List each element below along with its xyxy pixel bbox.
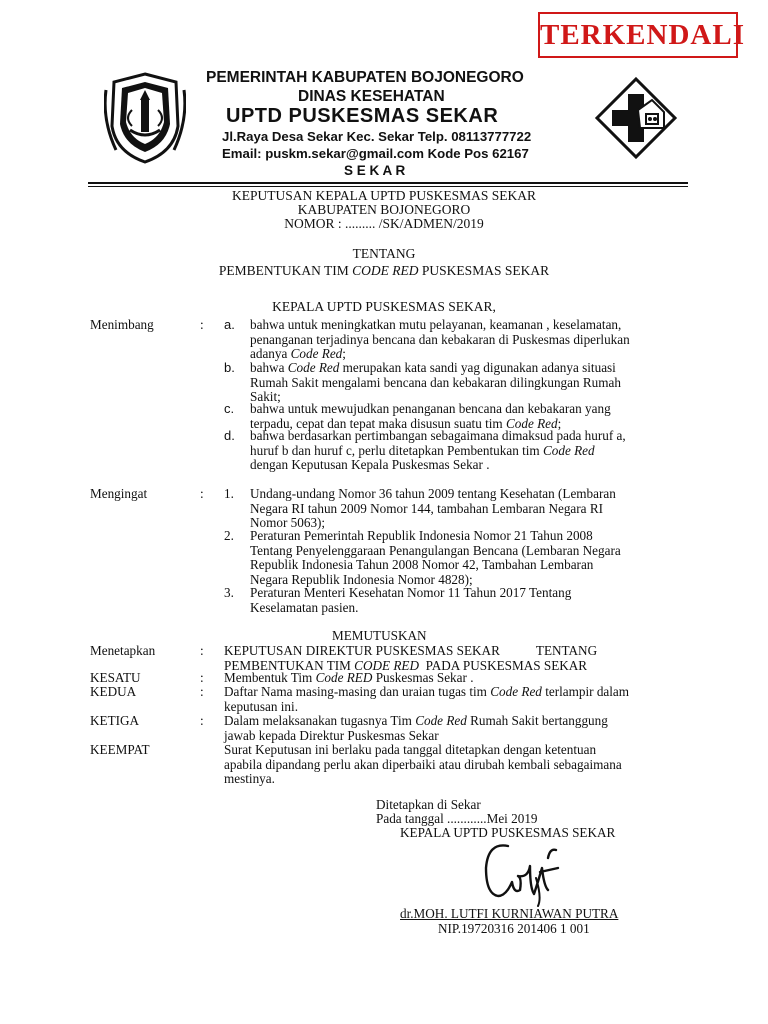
menimbang-marker-a: a. — [224, 317, 235, 332]
kesatu-label: KESATU — [90, 670, 141, 685]
mengingat-label: Mengingat — [90, 486, 148, 501]
menimbang-marker-c: c. — [224, 401, 235, 416]
signature-place: Ditetapkan di Sekar — [376, 797, 481, 812]
mengingat-item-1: Undang-undang Nomor 36 tahun 2009 tentang Kesehatan (Lembaran Negara RI tahun 2009 Nomor 144, tambahan Lembaran Negara RI Nomor 5063); — [250, 486, 616, 530]
ketiga-text: Dalam melaksanakan tugasnya Tim Code Red Rumah Sakit bertanggung jawab kepada Direktur Puskesmas Sekar — [224, 713, 608, 743]
tentang-heading: TENTANG — [352, 246, 416, 261]
ketiga-label: KETIGA — [90, 713, 140, 728]
letterhead-address: Jl.Raya Desa Sekar Kec. Sekar Telp. 08113777722 — [222, 129, 532, 144]
menetapkan-text: KEPUTUSAN DIREKTUR PUSKESMAS SEKAR TENTANG PEMBENTUKAN TIM CODE RED PADA PUSKESMAS SEKAR — [224, 643, 598, 673]
header-divider-thick — [88, 182, 688, 184]
mengingat-marker-3: 3. — [224, 585, 234, 600]
decree-number: NOMOR : ......... /SK/ADMEN/2019 — [284, 216, 484, 231]
menetapkan-colon: : — [200, 643, 204, 658]
keempat-label: KEEMPAT — [90, 742, 150, 757]
menimbang-item-a: bahwa untuk meningkatkan mutu pelayanan, keamanan , keselamatan, penanganan terjadinya bencana dan kebakaran di Puskesmas diperlukan adanya Code Red; — [250, 317, 630, 361]
mengingat-marker-1: 1. — [224, 486, 234, 501]
letterhead-city: S E K A R — [344, 163, 406, 178]
ketiga-colon: : — [200, 713, 204, 728]
menimbang-label: Menimbang — [90, 317, 154, 332]
memutuskan-heading: MEMUTUSKAN — [332, 628, 427, 643]
handwritten-signature — [478, 838, 578, 908]
mengingat-item-3: Peraturan Menteri Kesehatan Nomor 11 Tahun 2017 Tentang Keselamatan pasien. — [250, 585, 572, 615]
mengingat-marker-2: 2. — [224, 528, 234, 543]
mengingat-colon: : — [200, 486, 204, 501]
signatory-name: dr.MOH. LUTFI KURNIAWAN PUTRA — [400, 906, 619, 921]
letterhead-department: DINAS KESEHATAN — [298, 88, 445, 105]
status-stamp — [538, 12, 745, 58]
menimbang-item-b: bahwa Code Red merupakan kata sandi yag digunakan adanya situasi Rumah Sakit mengalami bencana dan kebakaran dilingkungan Rumah Sakit; — [250, 360, 621, 404]
menimbang-marker-d: d. — [224, 428, 235, 443]
menetapkan-label: Menetapkan — [90, 643, 156, 658]
decree-region: KABUPATEN BOJONEGORO — [297, 202, 471, 217]
puskesmas-logo — [594, 76, 678, 160]
stamp-text: TERKENDALI — [540, 19, 745, 51]
signatory-nip: NIP.19720316 201406 1 001 — [438, 921, 590, 936]
bojonegoro-crest-logo — [104, 70, 186, 166]
issuer-heading: KEPALA UPTD PUSKESMAS SEKAR, — [272, 299, 496, 314]
kedua-text: Daftar Nama masing-masing dan uraian tugas tim Code Red terlampir dalam keputusan ini. — [224, 684, 630, 714]
kedua-colon: : — [200, 684, 204, 699]
menimbang-item-d: bahwa berdasarkan pertimbangan sebagaimana dimaksud pada huruf a, huruf b dan huruf c, perlu ditetapkan Pembentukan tim Code Red dengan Keputusan Kepala Puskesmas Sekar . — [250, 428, 626, 472]
kedua-label: KEDUA — [90, 684, 137, 699]
signature-position: KEPALA UPTD PUSKESMAS SEKAR — [400, 825, 616, 840]
letterhead-email: Email: puskm.sekar@gmail.com Kode Pos 62167 — [222, 146, 529, 161]
decree-title: KEPUTUSAN KEPALA UPTD PUSKESMAS SEKAR — [231, 188, 537, 203]
letterhead-government: PEMERINTAH KABUPATEN BOJONEGORO — [206, 69, 524, 86]
kesatu-colon: : — [200, 670, 204, 685]
decree-subject: PEMBENTUKAN TIM CODE RED PUSKESMAS SEKAR — [218, 263, 550, 278]
menimbang-marker-b: b. — [224, 360, 235, 375]
signature-date: Pada tanggal ............Mei 2019 — [376, 811, 538, 826]
kesatu-text: Membentuk Tim Code RED Puskesmas Sekar . — [224, 670, 474, 685]
menimbang-colon: : — [200, 317, 204, 332]
letterhead-institution: UPTD PUSKESMAS SEKAR — [226, 105, 499, 127]
mengingat-item-2: Peraturan Pemerintah Republik Indonesia Nomor 21 Tahun 2008 Tentang Penyelenggaraan Penangulangan Bencana (Lembaran Negara Republik Indonesia Tahun 2008 Nomor 42, Tambahan Lembaran Negara Republik Indonesia Nomor 4828); — [250, 528, 621, 587]
menimbang-item-c: bahwa untuk mewujudkan penanganan bencana dan kebakaran yang terpadu, cepat dan tepat maka disusun suatu tim Code Red; — [250, 401, 611, 431]
header-divider-thin — [88, 186, 688, 187]
keempat-text: Surat Keputusan ini berlaku pada tanggal ditetapkan dengan ketentuan apabila dipandang perlu akan diperbaiki atau dirubah kembali sebagaimana mestinya. — [224, 742, 622, 786]
